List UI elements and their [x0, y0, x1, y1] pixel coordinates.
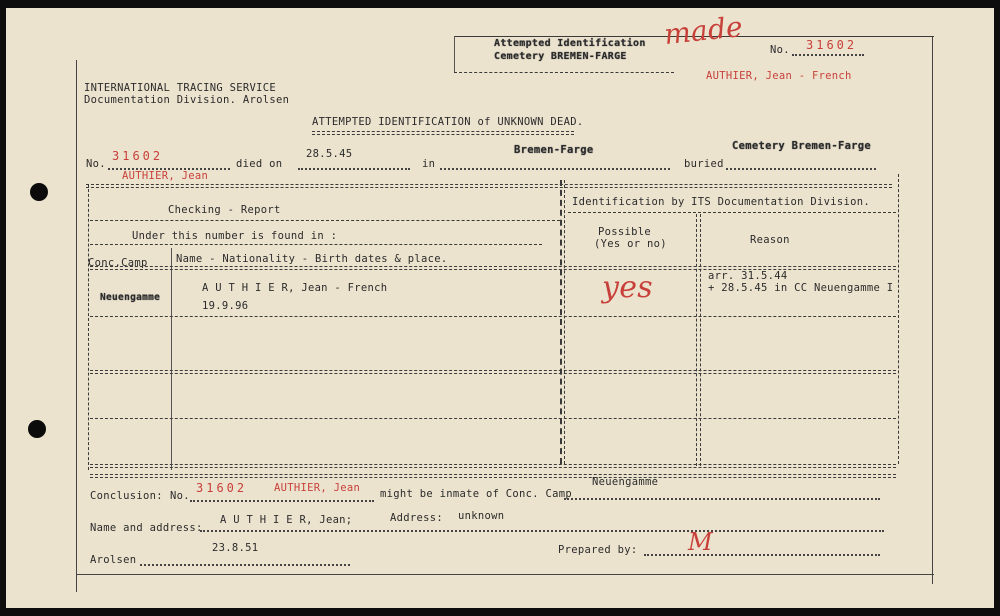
found-in-line	[90, 244, 542, 245]
conclusion-camp-dots	[564, 498, 880, 500]
checking-report-heading: Checking - Report	[168, 204, 281, 216]
org-line-2: Documentation Division. Arolsen	[84, 94, 290, 106]
row-camp: Neuengamme	[100, 292, 161, 303]
possible-heading: Possible	[598, 226, 651, 238]
table-divider-2b	[700, 214, 701, 466]
row-line-3	[90, 418, 896, 419]
place-dots	[440, 168, 670, 170]
header-number: 31602	[806, 38, 858, 52]
record-no-label: No.	[86, 158, 106, 170]
table-divider-2	[696, 214, 697, 466]
table-top-border	[86, 184, 892, 185]
cemetery: Cemetery Bremen-Farge	[732, 140, 872, 152]
identification-line	[568, 212, 896, 213]
checking-report-line	[90, 220, 560, 221]
footer-date: 23.8.51	[212, 542, 259, 554]
conclusion-no-label: No.	[170, 490, 190, 502]
reason-heading: Reason	[750, 234, 790, 246]
punch-hole-bottom	[28, 420, 46, 438]
row-reason-2: + 28.5.45 in CC Neuengamme I	[708, 282, 894, 294]
punch-hole-top	[30, 183, 48, 201]
death-date: 28.5.45	[306, 148, 353, 160]
in-label: in	[422, 158, 436, 170]
identification-heading: Identification by ITS Documentation Division.	[572, 196, 870, 208]
death-place: Bremen-Farge	[514, 144, 594, 156]
col-name: Name - Nationality - Birth dates & place.	[176, 253, 448, 265]
outer-left-border	[76, 60, 77, 592]
footer-place: Arolsen	[90, 554, 137, 566]
prepared-by-label: Prepared by:	[558, 544, 638, 556]
prepared-by-initial: M	[688, 528, 713, 556]
table-left-border	[88, 184, 89, 470]
table-bottom-border	[90, 464, 896, 465]
footer-date-dots	[140, 564, 350, 566]
name-address-dots	[200, 530, 884, 532]
row-possible: yes	[602, 270, 653, 305]
bottom-border	[76, 574, 934, 575]
stamp-line-1: Attempted Identification	[494, 38, 646, 49]
row-reason-1: arr. 31.5.44	[708, 270, 788, 282]
table-divider-1	[560, 180, 562, 464]
handwritten-made: made	[662, 9, 745, 52]
header-no-label: No.	[770, 44, 790, 56]
title-underline	[312, 131, 574, 132]
conclusion-number: 31602	[196, 481, 248, 495]
date-dots	[298, 168, 410, 170]
header-bottom-line	[90, 266, 896, 267]
conclusion-no-dots	[190, 500, 374, 502]
stamp-bottom-border	[454, 72, 674, 73]
buried-label: buried	[684, 158, 724, 170]
row-birth: 19.9.96	[202, 300, 249, 312]
record-name: AUTHIER, Jean	[122, 170, 209, 182]
name-value: A U T H I E R, Jean;	[220, 514, 353, 526]
outer-right-border	[932, 36, 933, 584]
conclusion-label: Conclusion:	[90, 490, 163, 502]
row-line-1	[90, 316, 896, 317]
conclusion-camp: Neuengamme	[592, 476, 659, 488]
page-title: ATTEMPTED IDENTIFICATION of UNKNOWN DEAD.	[312, 116, 584, 128]
org-line-1: INTERNATIONAL TRACING SERVICE	[84, 82, 277, 94]
table-bottom-border-2	[90, 474, 896, 475]
table-divider-1b	[564, 180, 565, 464]
row-line-2	[90, 370, 896, 371]
header-name: AUTHIER, Jean - French	[706, 70, 852, 82]
stamp-left-border	[454, 36, 455, 72]
found-in-label: Under this number is found in :	[132, 230, 338, 242]
died-label: died on	[236, 158, 283, 170]
record-number: 31602	[112, 149, 164, 163]
name-address-label: Name and address:	[90, 522, 203, 534]
address-label: Address:	[390, 512, 443, 524]
table-divider-camp	[171, 248, 172, 470]
table-right-border	[898, 174, 899, 464]
prepared-by-dots	[644, 554, 880, 556]
conclusion-name: AUTHIER, Jean	[274, 482, 361, 494]
col-conc-camp: Conc.Camp	[88, 257, 148, 269]
row-name: A U T H I E R, Jean - French	[202, 282, 388, 294]
document-card	[6, 8, 994, 608]
address-value: unknown	[458, 510, 505, 522]
possible-subheading: (Yes or no)	[594, 238, 667, 250]
conclusion-text: might be inmate of Conc. Camp	[380, 488, 573, 500]
header-no-dots	[792, 54, 864, 56]
stamp-line-2: Cemetery BREMEN-FARGE	[494, 51, 627, 62]
cemetery-dots	[726, 168, 876, 170]
